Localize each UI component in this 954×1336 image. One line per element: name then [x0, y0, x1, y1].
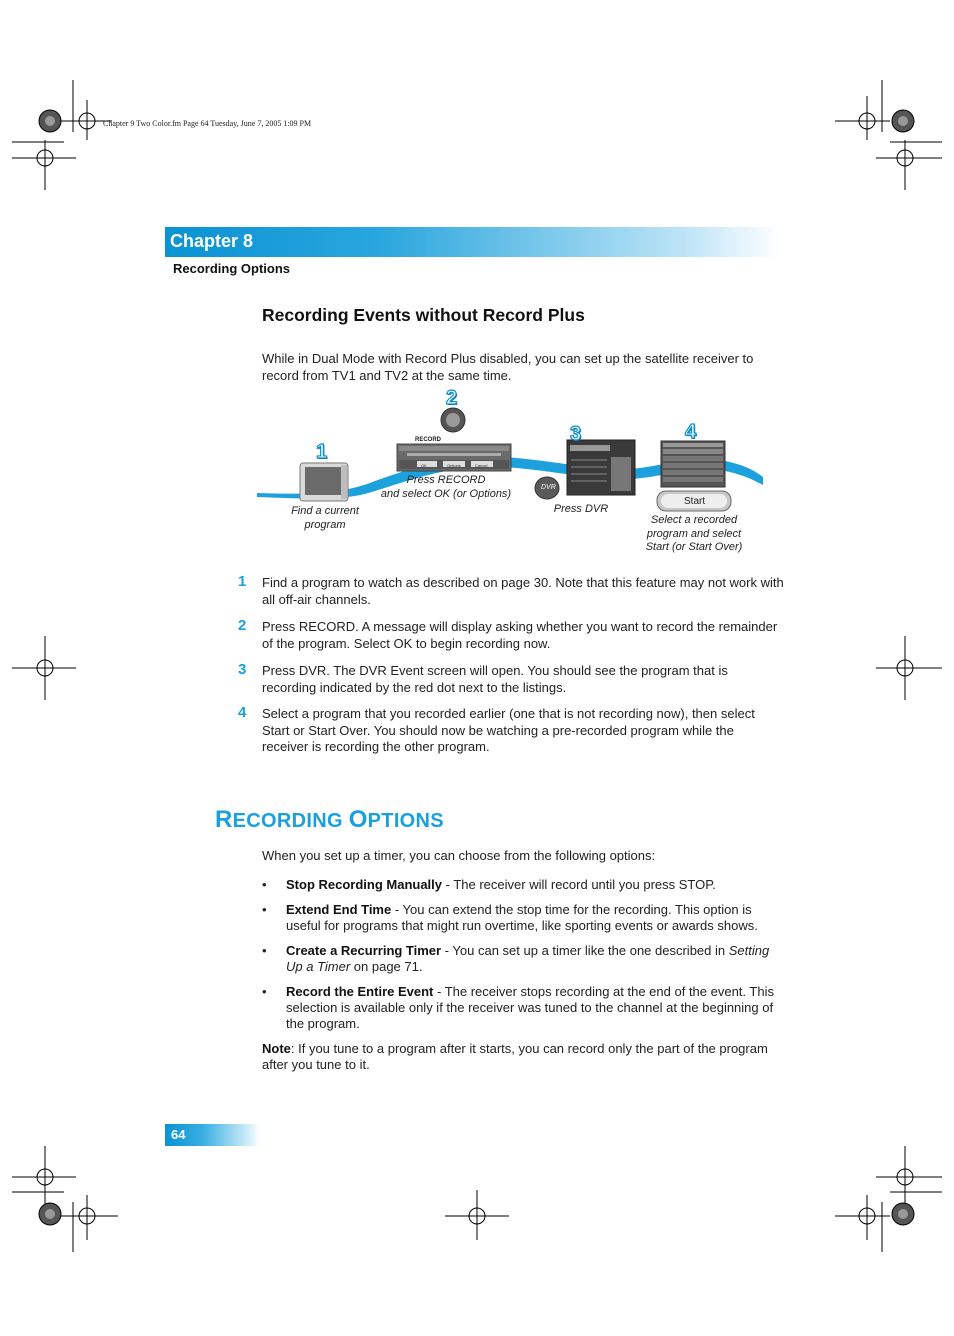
- badge-3: 3: [570, 423, 582, 445]
- section-heading: Recording Events without Record Plus: [262, 305, 585, 325]
- badge-1: 1: [316, 441, 328, 463]
- caption-select: Select a recorded program and select Start (or Start Over): [645, 514, 743, 553]
- tv-icon: [300, 463, 348, 501]
- chapter-banner: [165, 227, 780, 257]
- bullet-dot: •: [262, 877, 267, 892]
- step-number: 3: [238, 661, 247, 678]
- note-paragraph: Note: If you tune to a program after it starts, you can record only the part of the program after you tune to it.: [262, 1041, 768, 1072]
- step-text: Press RECORD. A message will display asking whether you want to record the remainder of the program. Select OK to begin recording now.: [262, 619, 778, 651]
- step-text: Press DVR. The DVR Event screen will open. You should see the program that is recording indicated by the red dot next to the listings.: [262, 663, 728, 695]
- printer-slug: Chapter 9 Two Color.fm Page 64 Tuesday, June 7, 2005 1:09 PM: [103, 119, 312, 128]
- record-button-icon: [441, 408, 465, 432]
- step-text: Select a program that you recorded earlier (one that is not recording now), then select Start or Start Over. You should now be watching a pre-recorded program while the receiver is recording the other program.: [262, 706, 755, 754]
- start-label: Start: [684, 496, 706, 507]
- dvr-screen-thumbnail: [567, 440, 635, 495]
- chapter-title: Chapter 8: [170, 231, 254, 251]
- step-number: 4: [238, 704, 247, 721]
- bullet-item: Stop Recording Manually - The receiver will record until you press STOP.: [286, 877, 716, 892]
- dialog-cancel: Cancel: [475, 463, 488, 468]
- step-number: 1: [238, 573, 247, 590]
- page-number: 64: [171, 1127, 186, 1142]
- options-intro: When you set up a timer, you can choose from the following options:: [262, 848, 656, 863]
- caption-press-dvr: Press DVR: [553, 503, 609, 515]
- bullet-item: Record the Entire Event - The receiver stops recording at the end of the event. This selection is available only if the receiver was tuned to the channel at the beginning of the program.: [286, 984, 774, 1031]
- bullet-item: Create a Recurring Timer - You can set up a timer like the one described in Setting Up a Timer on page 71.: [286, 943, 770, 974]
- dvr-label: DVR: [541, 484, 556, 491]
- step-text: Find a program to watch as described on page 30. Note that this feature may not work with all off-air channels.: [262, 575, 784, 607]
- caption-press-record: Press RECORD and select OK (or Options): [380, 474, 512, 500]
- dialog-options: Options: [447, 463, 461, 468]
- record-label: RECORD: [415, 437, 442, 443]
- bullet-item: Extend End Time - You can extend the stop time for the recording. This option is useful for programs that might run overtime, like sporting events or awards shows.: [286, 902, 758, 933]
- bullet-dot: •: [262, 984, 267, 999]
- section-label: Recording Options: [173, 261, 290, 276]
- options-heading: RECORDING OPTIONS: [215, 806, 444, 833]
- recorded-list-thumbnail: [661, 441, 725, 487]
- bullet-dot: •: [262, 902, 267, 917]
- intro-paragraph: While in Dual Mode with Record Plus disabled, you can set up the satellite receiver to record from TV1 and TV2 at the same time.: [262, 351, 754, 383]
- bullet-dot: •: [262, 943, 267, 958]
- steps-figure: [255, 385, 765, 560]
- badge-4: 4: [685, 421, 697, 443]
- dialog-ok: OK: [421, 463, 427, 468]
- badge-2: 2: [446, 387, 458, 409]
- step-number: 2: [238, 617, 247, 634]
- caption-find: Find a current program: [291, 505, 359, 531]
